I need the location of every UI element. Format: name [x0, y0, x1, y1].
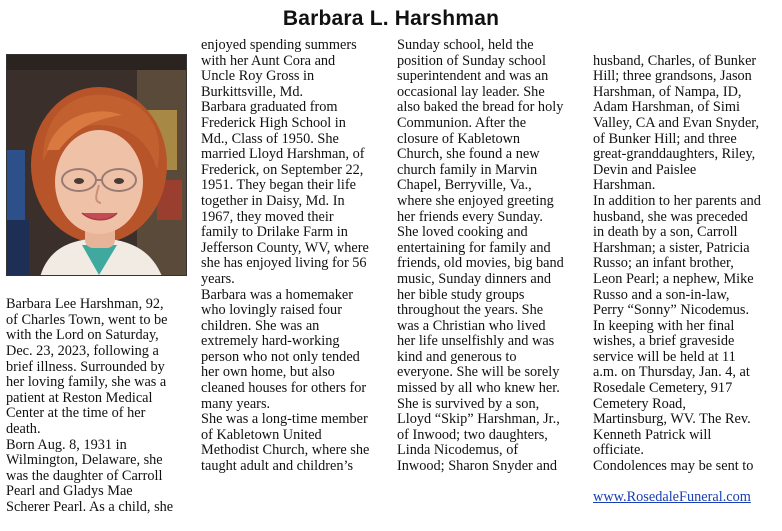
column-4-text: husband, Charles, of Bunker Hill; three grandsons, Jason Harshman, of Nampa, ID, Adam Harshman, of Simi Valley, CA and Evan Snyder, of Bunker Hill; and three great-granddaughters, Riley, Devin and Paislee Harshman. In addition to her parents and husband, she was preceded in death by a son, Carroll Harshman; a sister, Patricia Russo; an infant brother, Leon Pearl; a nephew, Mike Russo and a son-in-law, Perry “Sonny” Nicodemus. In keeping with her final wishes, a brief graveside service will be held at 11 a.m. on Thursday, Jan. 4, at Rosedale Cemetery, 917 Cemetery Road, Martinsburg, WV. The Rev. Kenneth Patrick will officiate. Condolences may be sent to [593, 52, 761, 475]
portrait-illustration [7, 70, 187, 275]
portrait-photo [6, 54, 187, 276]
obituary-title: Barbara L. Harshman [282, 7, 500, 30]
column-4 [593, 38, 778, 506]
column-3: Sunday school, held the position of Sunday school superintendent and was an occasional lay leader. She also baked the bread for holy Communion. After the closure of Kabletown Church, she found a new church family in Marvin Chapel, Berryville, Va., where she enjoyed greeting her friends every Sunday. She loved cooking and entertaining for family and friends, old movies, big band music, Sunday dinners and her bible study groups throughout the years. She was a Christian who lived her life unselfishly and was kind and generous to everyone. She will be sorely missed by all who knew her. She is survived by a son, Lloyd “Skip” Harshman, Jr., of Inwood; two daughters, Linda Nicodemus, of Inwood; Sharon Snyder and [397, 37, 564, 475]
column-2: enjoyed spending summers with her Aunt Cora and Uncle Roy Gross in Burkittsville, Md. Barbara graduated from Frederick High School in Md., Class of 1950. She married Lloyd Harshman, of Frederick, on September 22, 1951. They began their life together in Daisy, Md. In 1967, they moved their family to Drilake Farm in Jefferson County, WV, where she has enjoyed living for 56 years. Barbara was a homemaker who lovingly raised four children. She was an extremely hard-working person who not only tended her own home, but also cleaned houses for others for many years. She was a long-time member of Kabletown United Methodist Church, where she taught adult and children’s [201, 37, 370, 475]
column-1 [6, 38, 189, 531]
obituary-paragraph-1: Barbara Lee Harshman, 92, of Charles Town, went to be with the Lord on Saturday, Dec. 23, 2023, following a brief illness. Surrounded by her loving family, she was a patient at Reston Medical Center at the time of her death. Born Aug. 8, 1931 in Wilmington, Delaware, she was the daughter of Carroll Pearl and Gladys Mae Scherer Pearl. As a child, she [6, 296, 174, 515]
funeral-home-link[interactable]: www.RosedaleFuneral.com [593, 489, 751, 506]
